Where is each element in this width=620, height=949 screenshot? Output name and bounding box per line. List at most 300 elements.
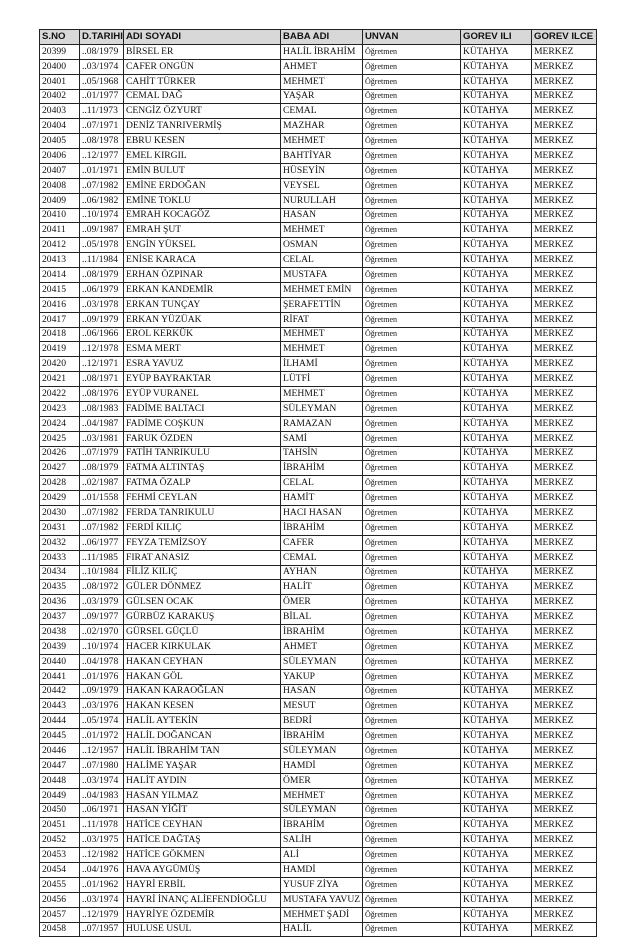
cell-title: Öğretmen <box>363 491 461 506</box>
cell-province: KÜTAHYA <box>461 238 532 253</box>
cell-title: Öğretmen <box>363 744 461 759</box>
cell-sno: 20458 <box>40 922 80 937</box>
cell-district: MERKEZ <box>532 818 597 833</box>
cell-birth-date: ..07/1971 <box>80 119 124 134</box>
cell-province: KÜTAHYA <box>461 268 532 283</box>
cell-sno: 20447 <box>40 758 80 773</box>
cell-sno: 20450 <box>40 803 80 818</box>
cell-sno: 20406 <box>40 149 80 164</box>
cell-title: Öğretmen <box>363 714 461 729</box>
cell-father-name: HALİL <box>281 922 363 937</box>
cell-title: Öğretmen <box>363 134 461 149</box>
cell-sno: 20408 <box>40 178 80 193</box>
table-row <box>40 446 597 461</box>
cell-sno: 20417 <box>40 312 80 327</box>
cell-sno: 20457 <box>40 907 80 922</box>
cell-full-name: HAVA AYGÜMÜŞ <box>124 863 281 878</box>
cell-district: MERKEZ <box>532 342 597 357</box>
cell-full-name: ERHAN ÖZPINAR <box>124 268 281 283</box>
header-province: GOREV ILI <box>461 30 532 45</box>
cell-father-name: CAFER <box>281 535 363 550</box>
cell-full-name: GÜLSEN OCAK <box>124 595 281 610</box>
cell-title: Öğretmen <box>363 535 461 550</box>
cell-district: MERKEZ <box>532 416 597 431</box>
cell-birth-date: ..03/1974 <box>80 892 124 907</box>
cell-sno: 20401 <box>40 74 80 89</box>
cell-title: Öğretmen <box>363 282 461 297</box>
cell-district: MERKEZ <box>532 506 597 521</box>
cell-province: KÜTAHYA <box>461 163 532 178</box>
cell-title: Öğretmen <box>363 565 461 580</box>
cell-father-name: BEDRİ <box>281 714 363 729</box>
cell-province: KÜTAHYA <box>461 149 532 164</box>
cell-birth-date: ..03/1974 <box>80 59 124 74</box>
cell-title: Öğretmen <box>363 59 461 74</box>
cell-birth-date: ..09/1979 <box>80 312 124 327</box>
cell-district: MERKEZ <box>532 74 597 89</box>
cell-birth-date: ..12/1978 <box>80 342 124 357</box>
cell-sno: 20418 <box>40 327 80 342</box>
table-row <box>40 863 597 878</box>
cell-district: MERKEZ <box>532 238 597 253</box>
table-row <box>40 44 597 59</box>
cell-district: MERKEZ <box>532 89 597 104</box>
cell-province: KÜTAHYA <box>461 625 532 640</box>
cell-birth-date: ..02/1970 <box>80 625 124 640</box>
table-row <box>40 193 597 208</box>
cell-full-name: FİLİZ KILIÇ <box>124 565 281 580</box>
table-row <box>40 699 597 714</box>
cell-district: MERKEZ <box>532 44 597 59</box>
cell-full-name: CEMAL DAĞ <box>124 89 281 104</box>
table-row <box>40 401 597 416</box>
cell-birth-date: ..04/1978 <box>80 654 124 669</box>
cell-father-name: HÜSEYİN <box>281 163 363 178</box>
cell-title: Öğretmen <box>363 89 461 104</box>
table-row <box>40 580 597 595</box>
cell-district: MERKEZ <box>532 431 597 446</box>
cell-title: Öğretmen <box>363 476 461 491</box>
staff-table <box>39 29 597 937</box>
cell-district: MERKEZ <box>532 699 597 714</box>
cell-district: MERKEZ <box>532 907 597 922</box>
cell-district: MERKEZ <box>532 327 597 342</box>
cell-father-name: HAMİT <box>281 491 363 506</box>
cell-father-name: HASAN <box>281 208 363 223</box>
cell-district: MERKEZ <box>532 163 597 178</box>
table-row <box>40 907 597 922</box>
cell-province: KÜTAHYA <box>461 758 532 773</box>
cell-title: Öğretmen <box>363 253 461 268</box>
cell-district: MERKEZ <box>532 744 597 759</box>
cell-title: Öğretmen <box>363 372 461 387</box>
cell-title: Öğretmen <box>363 297 461 312</box>
cell-father-name: MEHMET <box>281 134 363 149</box>
cell-birth-date: ..01/1977 <box>80 89 124 104</box>
cell-district: MERKEZ <box>532 595 597 610</box>
cell-birth-date: ..12/1957 <box>80 744 124 759</box>
cell-birth-date: ..10/1984 <box>80 565 124 580</box>
cell-birth-date: ..09/1987 <box>80 223 124 238</box>
cell-father-name: SALİH <box>281 833 363 848</box>
cell-father-name: ŞERAFETTİN <box>281 297 363 312</box>
cell-title: Öğretmen <box>363 892 461 907</box>
cell-sno: 20431 <box>40 520 80 535</box>
table-row <box>40 312 597 327</box>
cell-full-name: EYÜP BAYRAKTAR <box>124 372 281 387</box>
cell-birth-date: ..09/1977 <box>80 610 124 625</box>
cell-sno: 20437 <box>40 610 80 625</box>
cell-father-name: SÜLEYMAN <box>281 401 363 416</box>
cell-sno: 20407 <box>40 163 80 178</box>
cell-title: Öğretmen <box>363 669 461 684</box>
cell-district: MERKEZ <box>532 59 597 74</box>
cell-birth-date: ..10/1974 <box>80 639 124 654</box>
cell-father-name: MEHMET EMİN <box>281 282 363 297</box>
cell-sno: 20436 <box>40 595 80 610</box>
table-row <box>40 729 597 744</box>
table-row <box>40 773 597 788</box>
cell-sno: 20402 <box>40 89 80 104</box>
cell-province: KÜTAHYA <box>461 74 532 89</box>
table-row <box>40 803 597 818</box>
cell-title: Öğretmen <box>363 595 461 610</box>
header-birth-date: D.TARIHI <box>80 30 124 45</box>
table-row <box>40 416 597 431</box>
cell-title: Öğretmen <box>363 446 461 461</box>
cell-province: KÜTAHYA <box>461 193 532 208</box>
cell-birth-date: ..08/1972 <box>80 580 124 595</box>
cell-father-name: HAMDİ <box>281 863 363 878</box>
cell-province: KÜTAHYA <box>461 639 532 654</box>
cell-province: KÜTAHYA <box>461 565 532 580</box>
cell-full-name: HAYRİYE ÖZDEMİR <box>124 907 281 922</box>
cell-title: Öğretmen <box>363 848 461 863</box>
table-row <box>40 744 597 759</box>
table-row <box>40 892 597 907</box>
cell-title: Öğretmen <box>363 520 461 535</box>
cell-full-name: FEHMİ CEYLAN <box>124 491 281 506</box>
cell-district: MERKEZ <box>532 833 597 848</box>
cell-district: MERKEZ <box>532 877 597 892</box>
cell-full-name: HALİL AYTEKİN <box>124 714 281 729</box>
cell-birth-date: ..01/1962 <box>80 877 124 892</box>
cell-father-name: HACI HASAN <box>281 506 363 521</box>
cell-sno: 20423 <box>40 401 80 416</box>
cell-full-name: CAFER ONGÜN <box>124 59 281 74</box>
cell-father-name: NURULLAH <box>281 193 363 208</box>
cell-full-name: HATİCE CEYHAN <box>124 818 281 833</box>
cell-province: KÜTAHYA <box>461 416 532 431</box>
table-row <box>40 922 597 937</box>
cell-birth-date: ..11/1984 <box>80 253 124 268</box>
cell-father-name: İBRAHİM <box>281 461 363 476</box>
cell-district: MERKEZ <box>532 565 597 580</box>
cell-sno: 20449 <box>40 788 80 803</box>
cell-birth-date: ..03/1974 <box>80 773 124 788</box>
cell-father-name: İLHAMİ <box>281 357 363 372</box>
cell-father-name: OSMAN <box>281 238 363 253</box>
table-row <box>40 833 597 848</box>
cell-birth-date: ..03/1978 <box>80 297 124 312</box>
table-row <box>40 535 597 550</box>
cell-sno: 20440 <box>40 654 80 669</box>
cell-title: Öğretmen <box>363 654 461 669</box>
table-row <box>40 877 597 892</box>
cell-district: MERKEZ <box>532 580 597 595</box>
cell-father-name: İBRAHİM <box>281 818 363 833</box>
cell-district: MERKEZ <box>532 282 597 297</box>
cell-province: KÜTAHYA <box>461 104 532 119</box>
table-row <box>40 59 597 74</box>
cell-full-name: FADİME BALTACI <box>124 401 281 416</box>
cell-full-name: HASAN YİĞİT <box>124 803 281 818</box>
cell-full-name: HAKAN KARAOĞLAN <box>124 684 281 699</box>
cell-district: MERKEZ <box>532 119 597 134</box>
cell-district: MERKEZ <box>532 550 597 565</box>
cell-father-name: BİLAL <box>281 610 363 625</box>
cell-title: Öğretmen <box>363 342 461 357</box>
cell-district: MERKEZ <box>532 268 597 283</box>
cell-father-name: YUSUF ZİYA <box>281 877 363 892</box>
cell-district: MERKEZ <box>532 729 597 744</box>
cell-father-name: MUSTAFA <box>281 268 363 283</box>
table-row <box>40 595 597 610</box>
cell-full-name: FATİH TANRIKULU <box>124 446 281 461</box>
table-row <box>40 506 597 521</box>
cell-birth-date: ..08/1976 <box>80 387 124 402</box>
cell-title: Öğretmen <box>363 907 461 922</box>
cell-full-name: HAKAN GÖL <box>124 669 281 684</box>
cell-province: KÜTAHYA <box>461 803 532 818</box>
cell-title: Öğretmen <box>363 506 461 521</box>
cell-birth-date: ..01/1972 <box>80 729 124 744</box>
cell-district: MERKEZ <box>532 372 597 387</box>
cell-birth-date: ..09/1979 <box>80 684 124 699</box>
cell-province: KÜTAHYA <box>461 610 532 625</box>
table-row <box>40 163 597 178</box>
cell-district: MERKEZ <box>532 104 597 119</box>
cell-full-name: HACER KIRKULAK <box>124 639 281 654</box>
cell-full-name: FERDİ KILIÇ <box>124 520 281 535</box>
cell-sno: 20441 <box>40 669 80 684</box>
cell-father-name: SÜLEYMAN <box>281 744 363 759</box>
cell-province: KÜTAHYA <box>461 729 532 744</box>
cell-birth-date: ..08/1979 <box>80 44 124 59</box>
cell-district: MERKEZ <box>532 520 597 535</box>
cell-title: Öğretmen <box>363 684 461 699</box>
table-row <box>40 714 597 729</box>
cell-father-name: CELAL <box>281 253 363 268</box>
cell-father-name: SÜLEYMAN <box>281 654 363 669</box>
cell-title: Öğretmen <box>363 401 461 416</box>
cell-birth-date: ..03/1976 <box>80 699 124 714</box>
cell-province: KÜTAHYA <box>461 773 532 788</box>
cell-province: KÜTAHYA <box>461 342 532 357</box>
cell-district: MERKEZ <box>532 654 597 669</box>
cell-province: KÜTAHYA <box>461 654 532 669</box>
cell-sno: 20411 <box>40 223 80 238</box>
cell-sno: 20451 <box>40 818 80 833</box>
cell-sno: 20427 <box>40 461 80 476</box>
cell-birth-date: ..07/1957 <box>80 922 124 937</box>
cell-district: MERKEZ <box>532 387 597 402</box>
cell-sno: 20446 <box>40 744 80 759</box>
cell-province: KÜTAHYA <box>461 684 532 699</box>
cell-district: MERKEZ <box>532 357 597 372</box>
cell-sno: 20421 <box>40 372 80 387</box>
cell-full-name: FATMA ALTINTAŞ <box>124 461 281 476</box>
cell-province: KÜTAHYA <box>461 580 532 595</box>
cell-province: KÜTAHYA <box>461 297 532 312</box>
cell-full-name: GÜRBÜZ KARAKUŞ <box>124 610 281 625</box>
cell-full-name: HAYRİ İNANÇ ALİEFENDİOĞLU <box>124 892 281 907</box>
table-row <box>40 104 597 119</box>
cell-birth-date: ..04/1987 <box>80 416 124 431</box>
cell-full-name: CAHİT TÜRKER <box>124 74 281 89</box>
cell-district: MERKEZ <box>532 491 597 506</box>
cell-title: Öğretmen <box>363 803 461 818</box>
cell-title: Öğretmen <box>363 193 461 208</box>
cell-father-name: ALİ <box>281 848 363 863</box>
cell-father-name: RAMAZAN <box>281 416 363 431</box>
cell-sno: 20412 <box>40 238 80 253</box>
cell-sno: 20422 <box>40 387 80 402</box>
cell-title: Öğretmen <box>363 416 461 431</box>
cell-district: MERKEZ <box>532 773 597 788</box>
cell-province: KÜTAHYA <box>461 833 532 848</box>
cell-province: KÜTAHYA <box>461 476 532 491</box>
cell-father-name: CEMAL <box>281 550 363 565</box>
cell-district: MERKEZ <box>532 848 597 863</box>
cell-district: MERKEZ <box>532 461 597 476</box>
table-row <box>40 758 597 773</box>
cell-father-name: RİFAT <box>281 312 363 327</box>
cell-full-name: EMİNE TOKLU <box>124 193 281 208</box>
cell-province: KÜTAHYA <box>461 461 532 476</box>
cell-birth-date: ..01/1976 <box>80 669 124 684</box>
cell-province: KÜTAHYA <box>461 282 532 297</box>
table-body <box>40 44 597 937</box>
table-row <box>40 342 597 357</box>
cell-province: KÜTAHYA <box>461 848 532 863</box>
table-row <box>40 476 597 491</box>
cell-full-name: CENGİZ ÖZYURT <box>124 104 281 119</box>
cell-birth-date: ..02/1987 <box>80 476 124 491</box>
cell-birth-date: ..12/1982 <box>80 848 124 863</box>
cell-province: KÜTAHYA <box>461 550 532 565</box>
cell-sno: 20453 <box>40 848 80 863</box>
cell-father-name: MEHMET <box>281 387 363 402</box>
cell-title: Öğretmen <box>363 104 461 119</box>
cell-birth-date: ..05/1978 <box>80 238 124 253</box>
table-row <box>40 431 597 446</box>
cell-full-name: FIRAT ANASIZ <box>124 550 281 565</box>
cell-district: MERKEZ <box>532 922 597 937</box>
table-row <box>40 461 597 476</box>
table-row <box>40 297 597 312</box>
header-full-name: ADI SOYADI <box>124 30 281 45</box>
cell-full-name: FADİME COŞKUN <box>124 416 281 431</box>
cell-district: MERKEZ <box>532 149 597 164</box>
cell-province: KÜTAHYA <box>461 892 532 907</box>
table-row <box>40 491 597 506</box>
cell-full-name: EBRU KESEN <box>124 134 281 149</box>
cell-full-name: ERKAN YÜZÜAK <box>124 312 281 327</box>
table-row <box>40 268 597 283</box>
cell-birth-date: ..11/1973 <box>80 104 124 119</box>
cell-province: KÜTAHYA <box>461 119 532 134</box>
cell-province: KÜTAHYA <box>461 520 532 535</box>
cell-district: MERKEZ <box>532 803 597 818</box>
cell-full-name: ENGİN YÜKSEL <box>124 238 281 253</box>
cell-sno: 20400 <box>40 59 80 74</box>
cell-district: MERKEZ <box>532 178 597 193</box>
cell-full-name: HAKAN KESEN <box>124 699 281 714</box>
cell-province: KÜTAHYA <box>461 431 532 446</box>
cell-father-name: HALİT <box>281 580 363 595</box>
cell-full-name: ESRA YAVUZ <box>124 357 281 372</box>
cell-sno: 20425 <box>40 431 80 446</box>
cell-title: Öğretmen <box>363 163 461 178</box>
cell-district: MERKEZ <box>532 193 597 208</box>
cell-full-name: BİRSEL ER <box>124 44 281 59</box>
table-row <box>40 238 597 253</box>
cell-title: Öğretmen <box>363 550 461 565</box>
cell-district: MERKEZ <box>532 892 597 907</box>
cell-full-name: GÜLER DÖNMEZ <box>124 580 281 595</box>
cell-province: KÜTAHYA <box>461 595 532 610</box>
cell-sno: 20415 <box>40 282 80 297</box>
cell-sno: 20404 <box>40 119 80 134</box>
cell-title: Öğretmen <box>363 208 461 223</box>
cell-sno: 20414 <box>40 268 80 283</box>
cell-father-name: İBRAHİM <box>281 729 363 744</box>
cell-sno: 20455 <box>40 877 80 892</box>
cell-full-name: DENİZ TANRIVERMİŞ <box>124 119 281 134</box>
cell-sno: 20424 <box>40 416 80 431</box>
table-row <box>40 253 597 268</box>
cell-province: KÜTAHYA <box>461 907 532 922</box>
table-row <box>40 387 597 402</box>
table-row <box>40 208 597 223</box>
cell-sno: 20429 <box>40 491 80 506</box>
cell-province: KÜTAHYA <box>461 59 532 74</box>
cell-title: Öğretmen <box>363 788 461 803</box>
cell-birth-date: ..11/1978 <box>80 818 124 833</box>
cell-full-name: HAKAN CEYHAN <box>124 654 281 669</box>
cell-title: Öğretmen <box>363 699 461 714</box>
cell-sno: 20454 <box>40 863 80 878</box>
cell-full-name: HALİT AYDIN <box>124 773 281 788</box>
cell-full-name: ESMA MERT <box>124 342 281 357</box>
cell-birth-date: ..06/1982 <box>80 193 124 208</box>
cell-father-name: MEHMET ŞADİ <box>281 907 363 922</box>
cell-father-name: TAHSİN <box>281 446 363 461</box>
cell-father-name: SÜLEYMAN <box>281 803 363 818</box>
cell-birth-date: ..08/1979 <box>80 268 124 283</box>
cell-province: KÜTAHYA <box>461 312 532 327</box>
cell-title: Öğretmen <box>363 625 461 640</box>
cell-district: MERKEZ <box>532 312 597 327</box>
cell-birth-date: ..07/1979 <box>80 446 124 461</box>
cell-title: Öğretmen <box>363 268 461 283</box>
table-row <box>40 119 597 134</box>
cell-father-name: AYHAN <box>281 565 363 580</box>
cell-title: Öğretmen <box>363 863 461 878</box>
table-row <box>40 282 597 297</box>
cell-birth-date: ..12/1979 <box>80 907 124 922</box>
